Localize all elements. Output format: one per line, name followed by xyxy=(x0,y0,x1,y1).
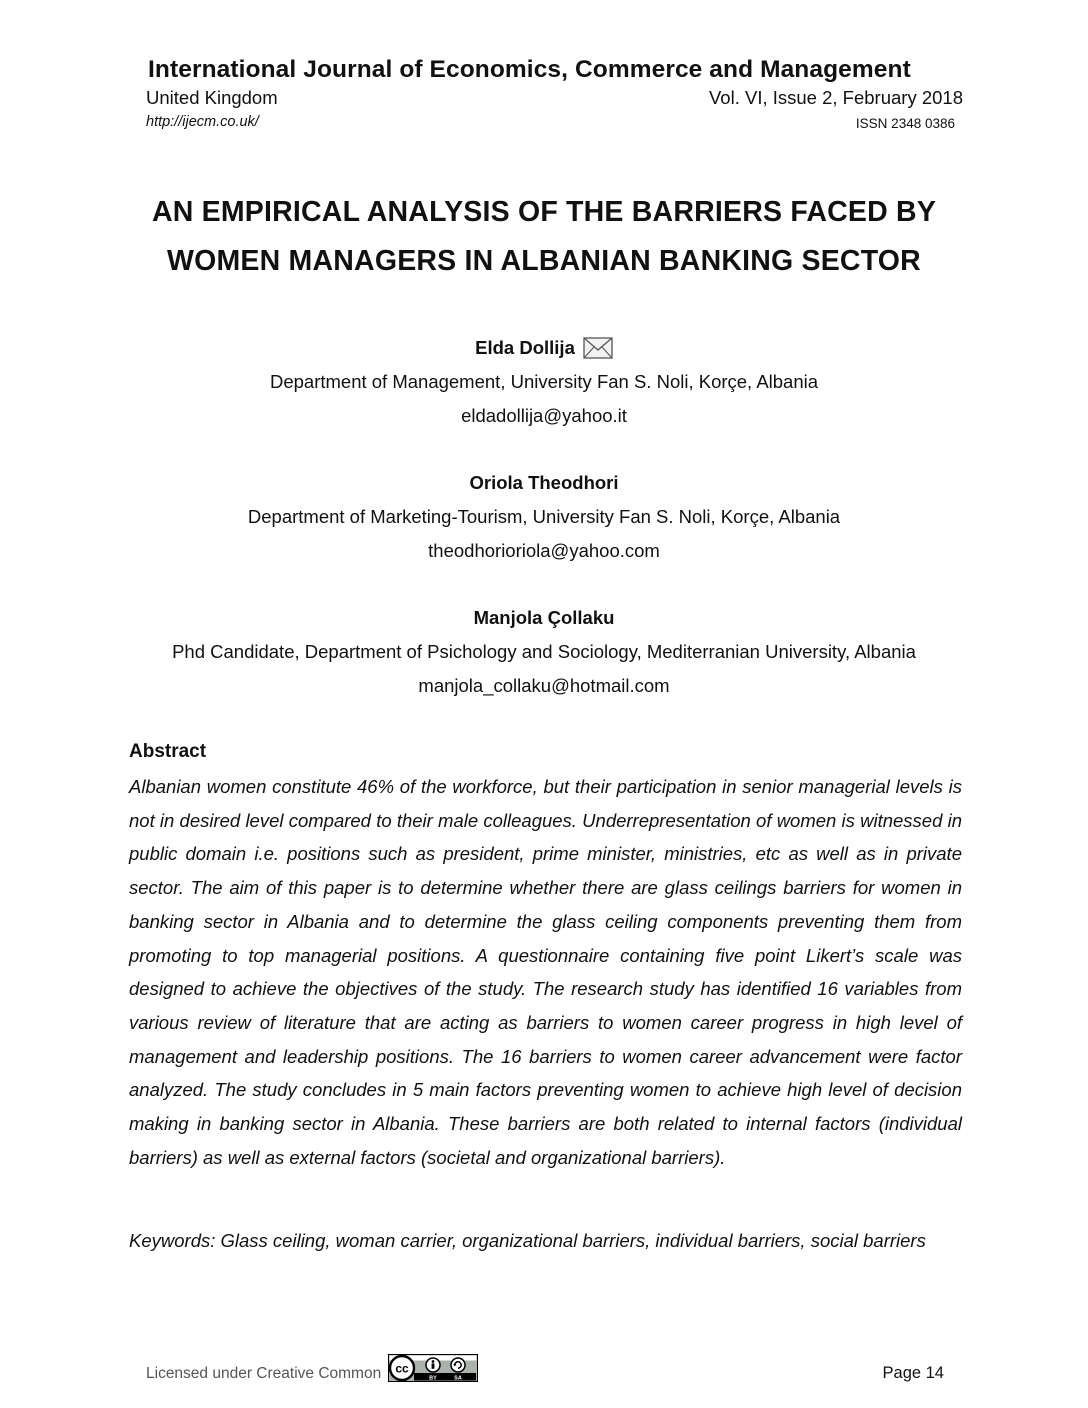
cc-by-sa-icon[interactable] xyxy=(388,1354,478,1382)
keywords: Keywords: Glass ceiling, woman carrier, organizational barriers, individual barriers, social barriers xyxy=(129,1230,926,1251)
journal-website-link[interactable]: http://ijecm.co.uk/ xyxy=(146,114,259,130)
page-number: Page 14 xyxy=(882,1364,944,1382)
author-name-row xyxy=(80,331,1008,365)
author-name: Oriola Theodhori xyxy=(469,472,619,493)
author-email-link[interactable]: manjola_collaku@hotmail.com xyxy=(418,675,670,696)
cc-badge-label-sa: SA xyxy=(454,1375,462,1382)
author-name: Manjola Çollaku xyxy=(473,607,615,628)
journal-volume: Vol. VI, Issue 2, February 2018 xyxy=(708,87,963,108)
author-block-2 xyxy=(80,466,1008,568)
journal-country: United Kingdom xyxy=(146,87,278,108)
author-name-row xyxy=(80,601,1008,635)
paper-title-line-1: AN EMPIRICAL ANALYSIS OF THE BARRIERS FACED BY xyxy=(151,196,937,228)
journal-title: International Journal of Economics, Commerce and Management xyxy=(148,56,911,83)
author-email-link[interactable]: eldadollija@yahoo.it xyxy=(461,405,627,426)
author-name: Elda Dollija xyxy=(475,337,575,358)
author-email-link[interactable]: theodhorioriola@yahoo.com xyxy=(428,540,660,561)
author-affiliation: Department of Marketing-Tourism, University Fan S. Noli, Korçe, Albania xyxy=(247,506,841,527)
abstract-heading: Abstract xyxy=(129,741,207,762)
cc-badge-label-by: BY xyxy=(429,1375,437,1382)
mail-icon[interactable] xyxy=(583,337,613,359)
abstract-text: Albanian women constitute 46% of the workforce, but their participation in senior managerial levels is not in desired level compared to their male colleagues. Underrepresentation of women is witnessed in public domain i.e. positions such as president, prime minister, ministries, etc as well as in private sector. The aim of this paper is to determine whether there are glass ceilings barriers for women in banking sector in Albania and to determine the glass ceiling components preventing them from promoting to top managerial positions. A questionnaire containing five point Likert’s scale was designed to achieve the objectives of the study. The research study has identified 16 variables from various review of literature that are acting as barriers to women career progress in high level of management and leadership positions. The 16 barriers to women career advancement were factor analyzed. The study concludes in 5 main factors preventing women to achieve high level of decision making in banking sector in Albania. These barriers are both related to internal factors (individual barriers) as well as external factors (societal and organizational barriers). xyxy=(129,776,962,1168)
author-block-3 xyxy=(80,601,1008,703)
journal-issn: ISSN 2348 0386 xyxy=(855,116,955,131)
paper-title-line-2: WOMEN MANAGERS IN ALBANIAN BANKING SECTOR xyxy=(167,245,921,277)
paper-title xyxy=(100,188,988,286)
author-name-row xyxy=(80,466,1008,500)
license-text: Licensed under Creative Common xyxy=(146,1365,382,1382)
svg-text:cc: cc xyxy=(395,1361,409,1376)
author-affiliation: Phd Candidate, Department of Psichology and Sociology, Mediterranian University, Albania xyxy=(172,641,916,662)
author-block-1 xyxy=(80,331,1008,433)
author-affiliation: Department of Management, University Fan S. Noli, Korçe, Albania xyxy=(269,371,819,392)
